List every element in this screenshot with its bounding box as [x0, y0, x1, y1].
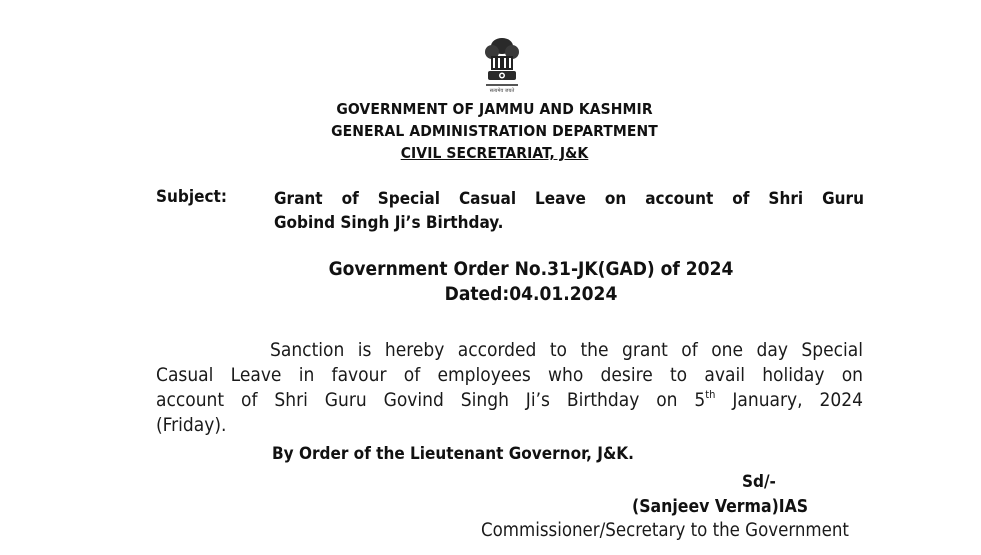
subject-label: Subject: — [156, 187, 227, 207]
body-line-3: account of Shri Guru Govind Singh Ji’s Birthday on 5th January, 2024 — [156, 387, 863, 411]
signer-designation: Commissioner/Secretary to the Government — [481, 520, 849, 541]
header-government: GOVERNMENT OF JAMMU AND KASHMIR — [336, 100, 653, 118]
subject-line-2: Gobind Singh Ji’s Birthday. — [274, 213, 504, 233]
body-line-4: (Friday). — [156, 414, 227, 436]
state-emblem-icon — [478, 36, 526, 94]
subject-line-1: Grant of Special Casual Leave on account of Shri Guru — [274, 189, 864, 209]
body-line-2: Casual Leave in favour of employees who desire to avail holiday on — [156, 364, 863, 386]
by-order-line: By Order of the Lieutenant Governor, J&K. — [272, 444, 634, 464]
order-body — [156, 338, 863, 438]
order-date: Dated:04.01.2024 — [444, 283, 618, 305]
subject-text — [274, 187, 864, 235]
header-department: GENERAL ADMINISTRATION DEPARTMENT — [331, 122, 658, 140]
body-line-1: Sanction is hereby accorded to the grant of one day Special — [270, 339, 863, 361]
svg-text:सत्यमेव जयते: सत्यमेव जयते — [489, 88, 515, 94]
signed-mark: Sd/- — [742, 472, 776, 492]
signer-name: (Sanjeev Verma)IAS — [632, 497, 809, 517]
header-secretariat: CIVIL SECRETARIAT, J&K — [400, 144, 589, 162]
order-number: Government Order No.31-JK(GAD) of 2024 — [328, 258, 734, 280]
